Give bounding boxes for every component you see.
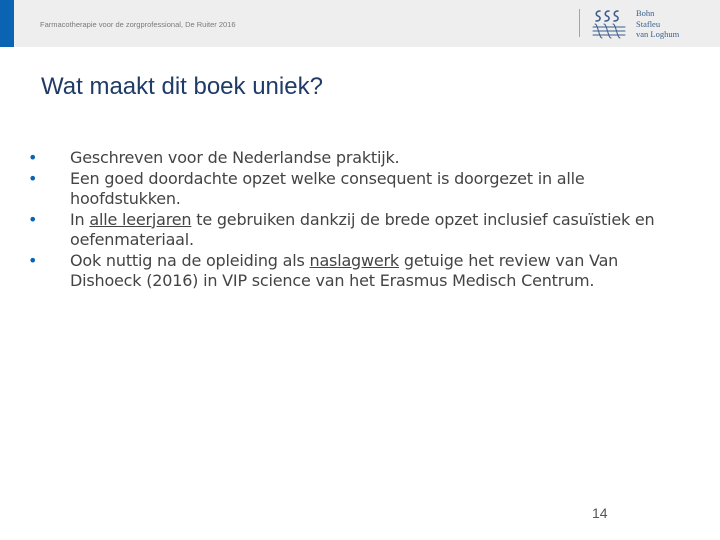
publisher-logo [592, 7, 716, 41]
bullet-marker: • [28, 250, 38, 270]
bullet-text: getuige het review van Van Dishoeck (2016) in VIP science van het Erasmus Medisch Centrum. [70, 250, 619, 290]
bullet-text: Ook nuttig na de opleiding als [70, 250, 310, 270]
bullet-marker: • [28, 209, 38, 229]
bullet-item [24, 148, 694, 169]
bullet-text: te gebruiken dankzij de brede opzet inclusief casuïstiek en oefenmateriaal. [70, 209, 655, 249]
logo-line-3: van Loghum [636, 29, 680, 39]
bullet-text: Een goed doordachte opzet welke consequent is doorgezet in alle hoofdstukken. [70, 168, 585, 208]
header-caption: Farmacotherapie voor de zorgprofessional, De Ruiter 2016 [40, 20, 236, 29]
logo-wordmark [636, 8, 679, 40]
underlined-link-text[interactable]: alle leerjaren [89, 209, 192, 229]
logo-line-2: Stafleu [636, 18, 661, 29]
logo-line-1: Bohn [636, 8, 655, 18]
bullet-text: In [70, 209, 90, 229]
bullet-marker: • [28, 168, 38, 188]
bullet-item [24, 251, 694, 292]
bullet-text: Geschreven voor de Nederlandse praktijk. [70, 148, 400, 167]
page-number: 14 [592, 505, 608, 521]
bullet-item [24, 169, 694, 210]
accent-bar [0, 0, 14, 47]
bullet-marker: • [28, 148, 38, 167]
slide-title: Wat maakt dit boek uniek? [41, 73, 323, 100]
bsl-logo-mark-icon [592, 7, 626, 39]
header-divider [579, 9, 580, 37]
bullet-list [24, 148, 694, 292]
underlined-link-text[interactable]: naslagwerk [309, 250, 399, 270]
bullet-item [24, 210, 694, 251]
